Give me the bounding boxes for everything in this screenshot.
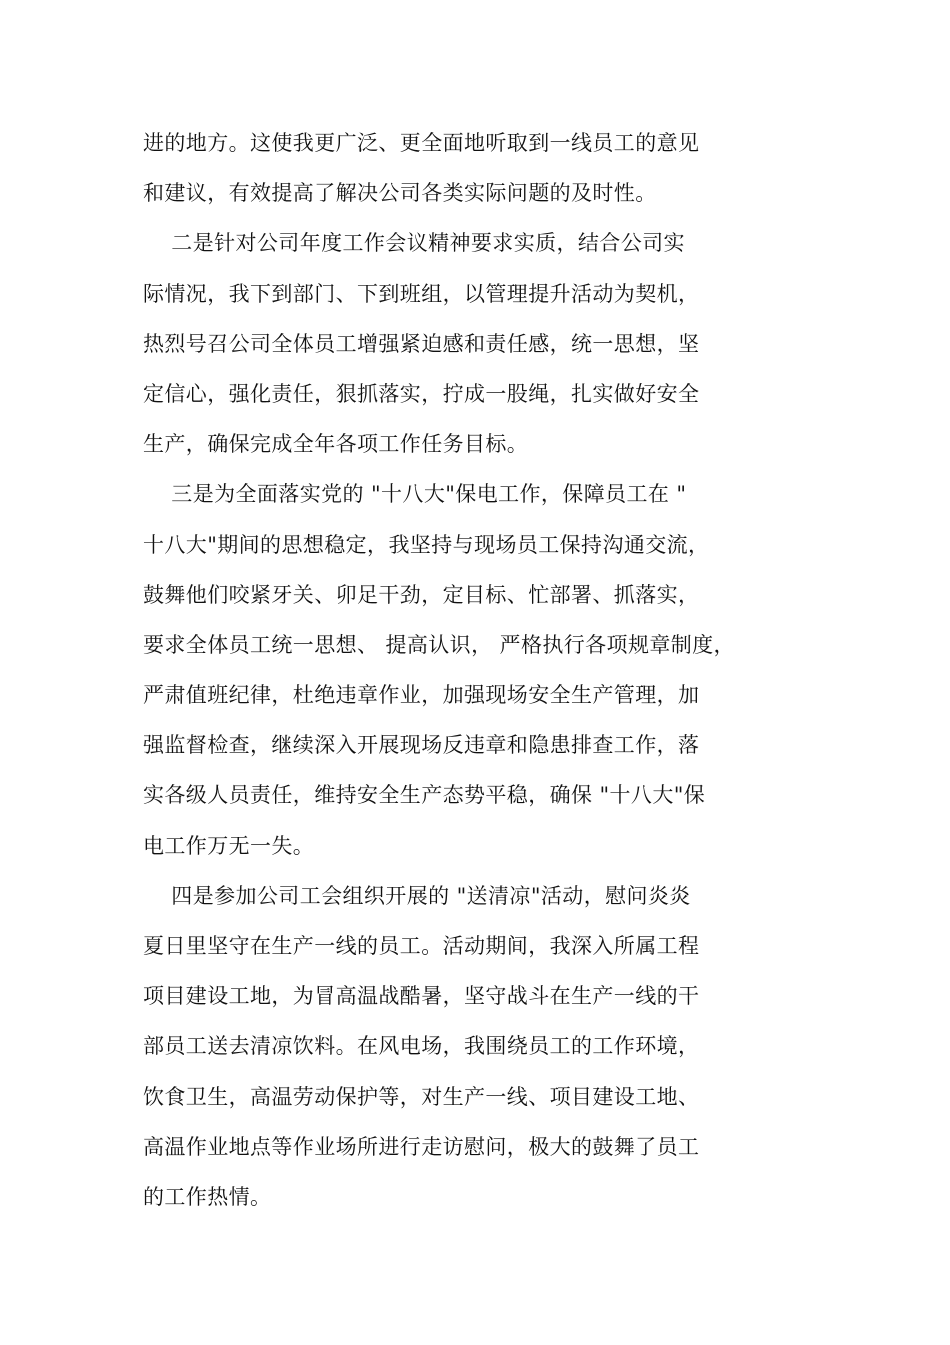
text-line: 电工作万无一失。 — [143, 833, 315, 858]
text-line: 饮食卫生，高温劳动保护等，对生产一线、项目建设工地、 — [143, 1084, 700, 1109]
text-line: 的工作热情。 — [143, 1184, 272, 1209]
text-line: 际情况，我下到部门、下到班组，以管理提升活动为契机， — [143, 281, 700, 306]
text-line: 强监督检查，继续深入开展现场反违章和隐患排查工作，落 — [143, 733, 700, 758]
text-line: 夏日里坚守在生产一线的员工。活动期间，我深入所属工程 — [143, 934, 700, 958]
text-line: 生产，确保完成全年各项工作任务目标。 — [143, 432, 529, 457]
text-line: 严肃值班纪律，杜绝违章作业，加强现场安全生产管理，加 — [143, 683, 700, 708]
text-line: 进的地方。这使我更广泛、更全面地听取到一线员工的意见 — [143, 131, 700, 155]
text-line: 鼓舞他们咬紧牙关、卯足干劲，定目标、忙部署、抓落实， — [143, 582, 700, 607]
text-line: 项目建设工地，为冒高温战酷暑，坚守战斗在生产一线的干 — [143, 984, 700, 1009]
text-line: 要求全体员工统一思想、 提高认识， 严格执行各项规章制度， — [143, 632, 735, 657]
text-line: 定信心，强化责任，狠抓落实，拧成一股绳，扎实做好安全 — [143, 381, 700, 406]
text-line: 部员工送去清凉饮料。在风电场，我围绕员工的工作环境， — [143, 1034, 700, 1059]
text-line: 十八大"期间的思想稳定，我坚持与现场员工保持沟通交流， — [143, 532, 710, 557]
text-line: 高温作业地点等作业场所进行走访慰问，极大的鼓舞了员工 — [143, 1134, 700, 1159]
text-line: 热烈号召公司全体员工增强紧迫感和责任感，统一思想，坚 — [143, 331, 700, 356]
text-line: 实各级人员责任，维持安全生产态势平稳，确保 "十八大"保 — [143, 783, 706, 808]
text-line: 二是针对公司年度工作会议精神要求实质，结合公司实 — [143, 231, 685, 256]
text-line: 四是参加公司工会组织开展的 "送清凉"活动，慰问炎炎 — [143, 883, 691, 908]
body-text — [143, 118, 823, 1222]
text-line: 和建议，有效提高了解决公司各类实际问题的及时性。 — [143, 181, 657, 206]
text-line: 三是为全面落实党的 "十八大"保电工作，保障员工在 " — [143, 482, 687, 507]
